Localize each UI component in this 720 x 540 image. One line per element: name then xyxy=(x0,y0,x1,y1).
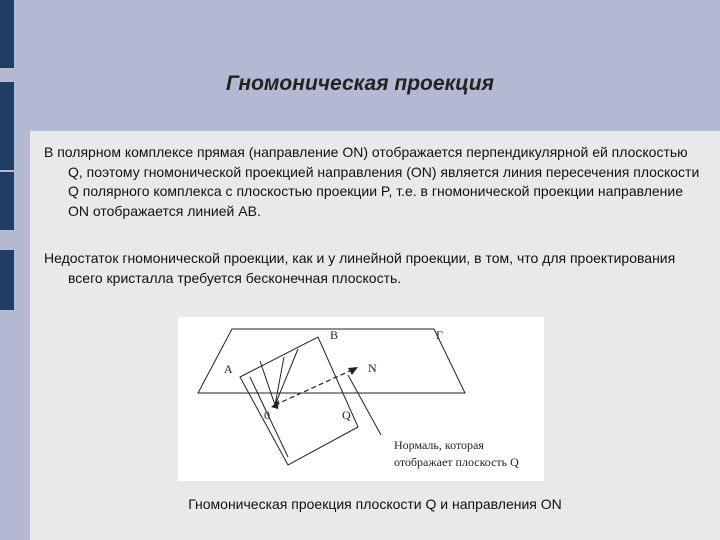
decor-bar-4 xyxy=(0,250,14,310)
label-b: B xyxy=(330,328,339,342)
label-o: 0 xyxy=(264,408,270,422)
label-p: Г xyxy=(436,328,443,342)
figure-drawing xyxy=(178,317,544,481)
plane-q-shape xyxy=(240,337,358,465)
label-a: A xyxy=(224,362,233,376)
paragraph-polar-complex: В полярном комплексе прямая (направление ON) отображается перпендикулярной ей плоскостью Q, поэтому гномонической проекцией направления (ON) является линия пересечения плоскости Q полярного комплекса с плоскостью проекции P, т.е. в гномонической проекции направление ON отображается линией AB. xyxy=(44,144,700,219)
figure-caption: Гномоническая проекция плоскости Q и направления ON xyxy=(188,496,562,512)
note-leader-line xyxy=(348,375,381,435)
content-panel xyxy=(30,131,720,540)
ray-line-1 xyxy=(260,361,275,405)
normal-on-line xyxy=(275,369,354,405)
decor-bar-1 xyxy=(0,0,14,68)
decor-bar-3 xyxy=(0,172,14,230)
note-line-1: Нормаль, которая xyxy=(394,438,484,452)
paragraph-drawback: Недостаток гномонической проекции, как и у линейной проекции, в том, что для проектирования всего кристалла требуется бесконечная плоскость. xyxy=(44,250,676,286)
note-line-2: отображает плоскость Q xyxy=(394,455,519,469)
gnomonic-projection-figure xyxy=(178,317,544,481)
label-q: Q xyxy=(342,408,351,422)
slide-title: Гномоническая проекция xyxy=(226,72,494,95)
origin-arrowhead xyxy=(271,400,279,409)
label-n: N xyxy=(368,361,377,375)
ray-line-2 xyxy=(275,357,284,405)
